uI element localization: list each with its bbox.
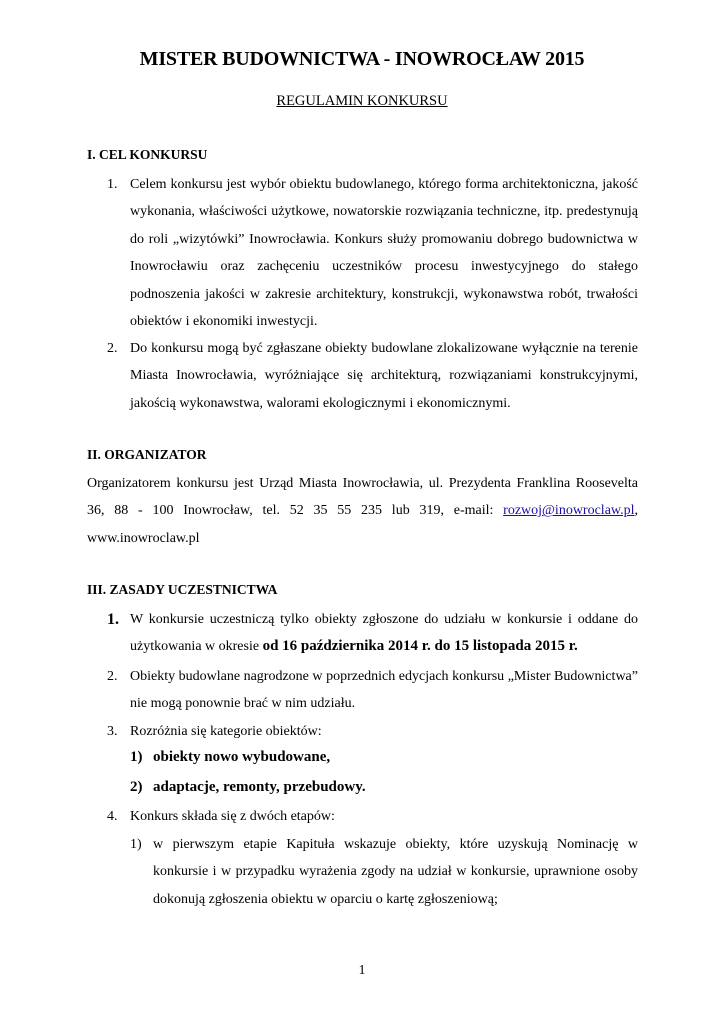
paragraph-stage-1: w pierwszym etapie Kapituła wskazuje obiekty, które uzyskują Nominację w konkursie i w przypadku wyrażenia zgody na udział w konkursie, uprawnione osoby dokonują zgłoszenia obiektu w oparciu o kartę zgłoszeniową; (153, 837, 638, 907)
paragraph-zasady-2: Obiekty budowlane nagrodzone w poprzednich edycjach konkursu „Mister Budownictwa” nie mogą ponownie brać w nim udziału. (130, 669, 638, 712)
page-number: 1 (358, 963, 366, 978)
paragraph-zasady-3: Rozróżnia się kategorie obiektów: (130, 724, 322, 739)
category-renovations: adaptacje, remonty, przebudowy. (153, 779, 366, 795)
organizer-text: Organizatorem konkursu jest Urząd Miasta Inowrocławia, ul. Prezydenta Franklina Roosevelta 36, 88 - 100 Inowrocław, tel. 52 35 55 235 lub 319, e-mail: (87, 476, 638, 519)
list-number: 2) (130, 779, 143, 795)
list-number: 3. (107, 724, 118, 739)
list-number: 2. (107, 341, 118, 356)
section-heading-cel: I. CEL KONKURSU (87, 147, 208, 162)
paragraph-cel-2: Do konkursu mogą być zgłaszane obiekty budowlane zlokalizowane wyłącznie na terenie Miasta Inowrocławia, wyróżniające się architekturą, rozwiązaniami konstrukcyjnymi, jakością wykonawstwa, walorami ekologicznymi i ekonomicznymi. (130, 341, 638, 411)
section-heading-zasady: III. ZASADY UCZESTNICTWA (87, 582, 278, 597)
list-number: 2. (107, 669, 118, 684)
paragraph-zasady-4: Konkurs składa się z dwóch etapów: (130, 809, 335, 824)
list-number: 1. (107, 611, 119, 628)
paragraph-organizator (87, 470, 638, 552)
category-new-buildings: obiekty nowo wybudowane, (153, 749, 331, 765)
zasady-1-text: W konkursie uczestniczą tylko obiekty zgłoszone do udziału w konkursie i oddane do użytkowania w okresie (130, 612, 638, 655)
document-subtitle: REGULAMIN KONKURSU (276, 93, 448, 109)
paragraph-zasady-1 (130, 606, 638, 661)
section-heading-organizator: II. ORGANIZATOR (87, 447, 207, 462)
list-number: 1) (130, 749, 143, 765)
list-number: 1. (107, 177, 118, 192)
organizer-text-end: , www.inowroclaw.pl (87, 503, 638, 546)
list-number: 4. (107, 809, 118, 824)
list-number: 1) (130, 837, 142, 852)
zasady-1-dates: od 16 października 2014 r. do 15 listopada 2015 r. (262, 638, 578, 655)
document-title: MISTER BUDOWNICTWA - INOWROCŁAW 2015 (139, 48, 585, 70)
email-link[interactable]: rozwoj@inowroclaw.pl (503, 503, 635, 519)
paragraph-cel-1: Celem konkursu jest wybór obiektu budowlanego, którego forma architektoniczna, jakość wykonania, właściwości użytkowe, nowatorskie rozwiązania techniczne, itp. predestynują do roli „wizytówki” Inowrocławia. Konkurs służy promowaniu dobrego budownictwa w Inowrocławiu oraz zachęceniu uczestników procesu inwestycyjnego do stałego podnoszenia jakości w zakresie architektury, konstrukcji, wykonawstwa robót, trwałości obiektów i ekonomiki inwestycji. (130, 177, 638, 330)
